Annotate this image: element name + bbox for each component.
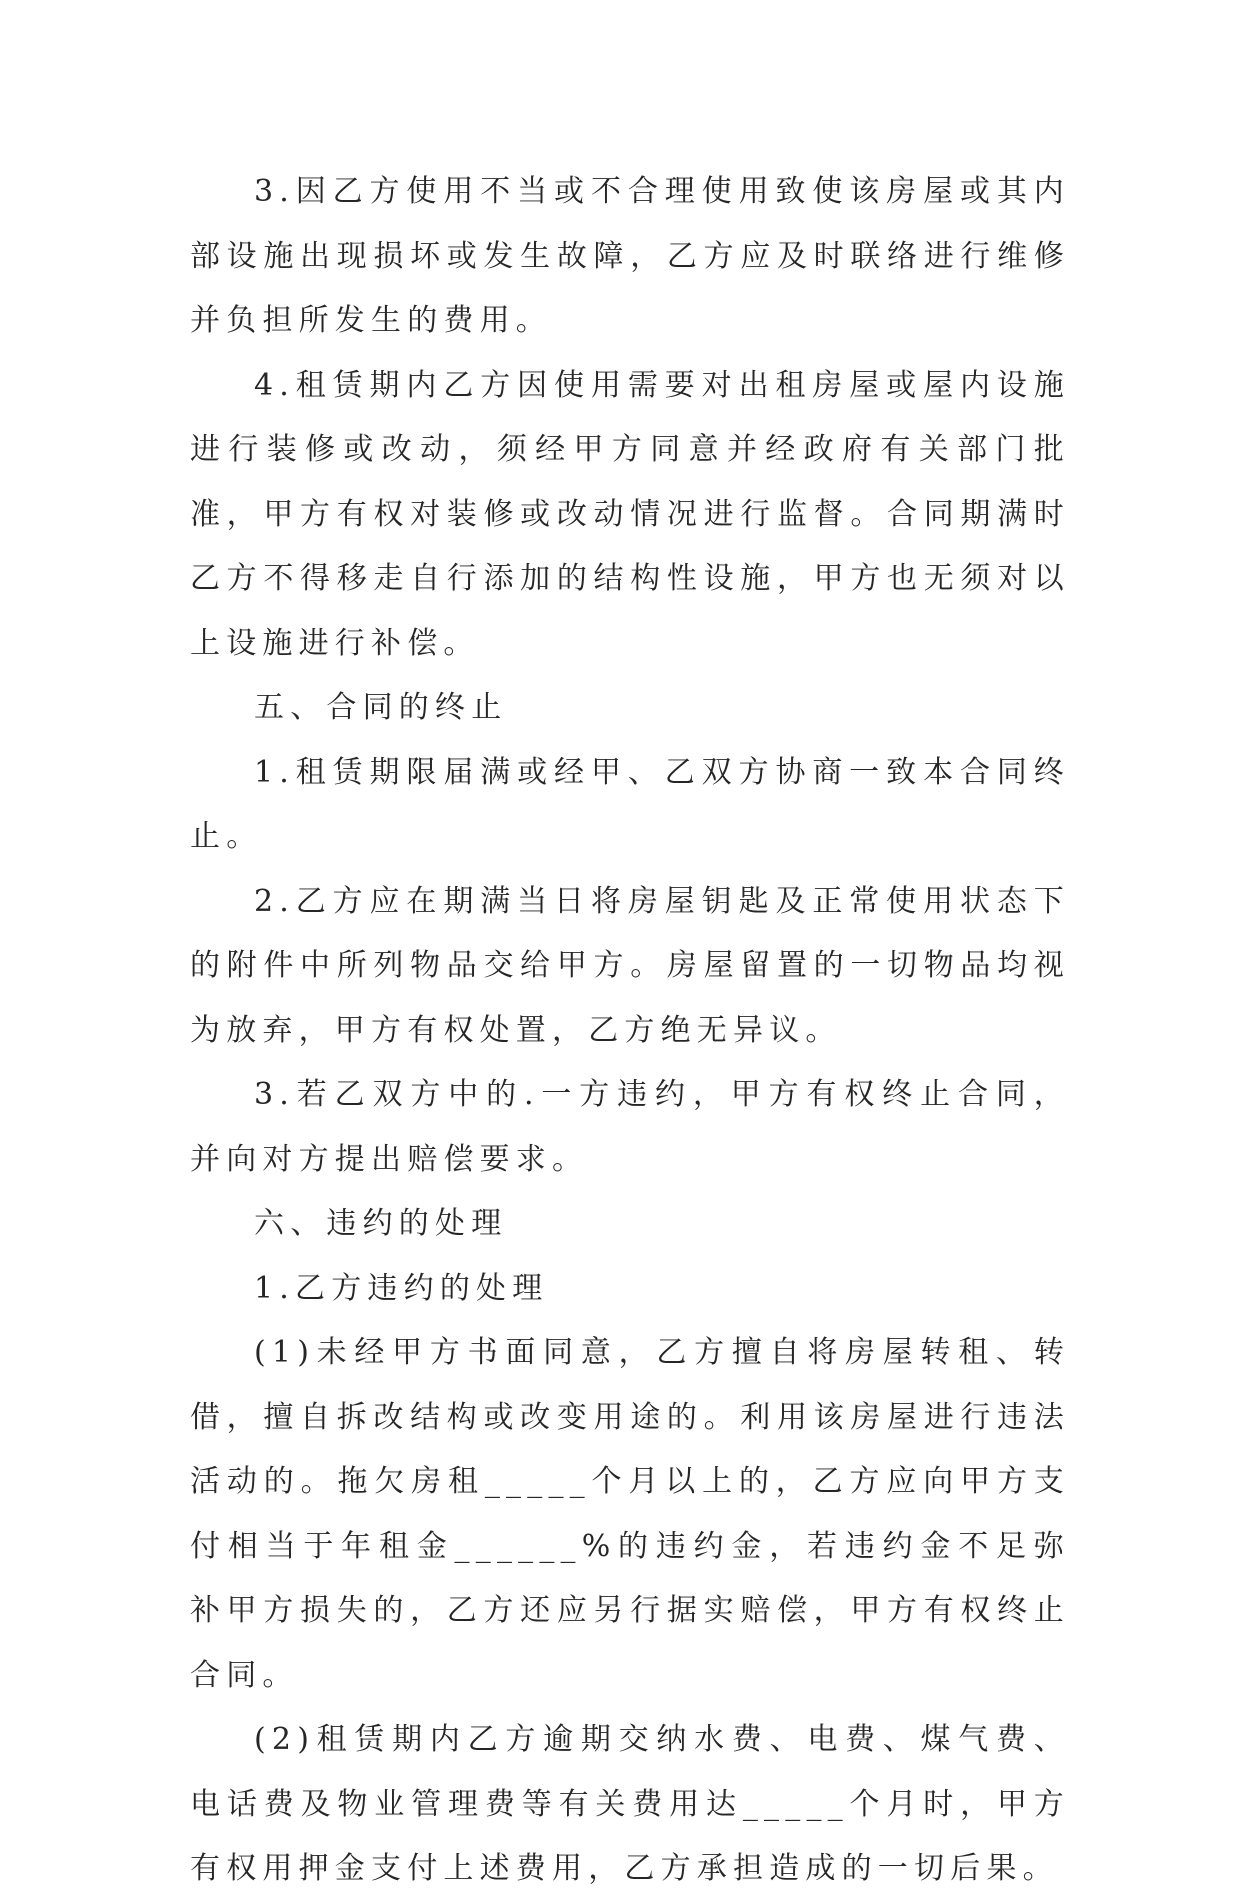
document-body [190,160,1070,1902]
paragraph-termination-2: 2.乙方应在期满当日将房屋钥匙及正常使用状态下的附件中所列物品交给甲方。房屋留置的一切物品均视为放弃，甲方有权处置，乙方绝无异议。 [190,883,1070,1048]
paragraph-termination-1: 1.租赁期限届满或经甲、乙双方协商一致本合同终止。 [190,754,1070,854]
section-heading-termination: 五、合同的终止 [254,690,508,725]
subheading-tenant-breach: 1.乙方违约的处理 [254,1270,549,1306]
paragraph-termination-3: 3.若乙双方中的.一方违约，甲方有权终止合同，并向对方提出赔偿要求。 [190,1077,1070,1177]
paragraph-breach-item-2: (2)租赁期内乙方逾期交纳水费、电费、煤气费、电话费及物业管理费等有关费用达_____个月时，甲方有权用押金支付上述费用，乙方承担造成的一切后果。 [190,1722,1070,1886]
paragraph-breach-item-1: (1)未经甲方书面同意，乙方擅自将房屋转租、转借，擅自拆改结构或改变用途的。利用该房屋进行违法活动的。拖欠房租_____个月以上的，乙方应向甲方支付相当于年租金______%的违约金，若违约金不足弥补甲方损失的，乙方还应另行据实赔偿，甲方有权终止合同。 [190,1335,1070,1693]
paragraph-clause-3-damage: 3.因乙方使用不当或不合理使用致使该房屋或其内部设施出现损坏或发生故障，乙方应及时联络进行维修并负担所发生的费用。 [190,174,1070,338]
section-heading-breach: 六、违约的处理 [254,1206,508,1241]
paragraph-clause-4-renovation: 4.租赁期内乙方因使用需要对出租房屋或屋内设施进行装修或改动，须经甲方同意并经政府有关部门批准，甲方有权对装修或改动情况进行监督。合同期满时乙方不得移走自行添加的结构性设施，甲方也无须对以上设施进行补偿。 [190,367,1070,661]
